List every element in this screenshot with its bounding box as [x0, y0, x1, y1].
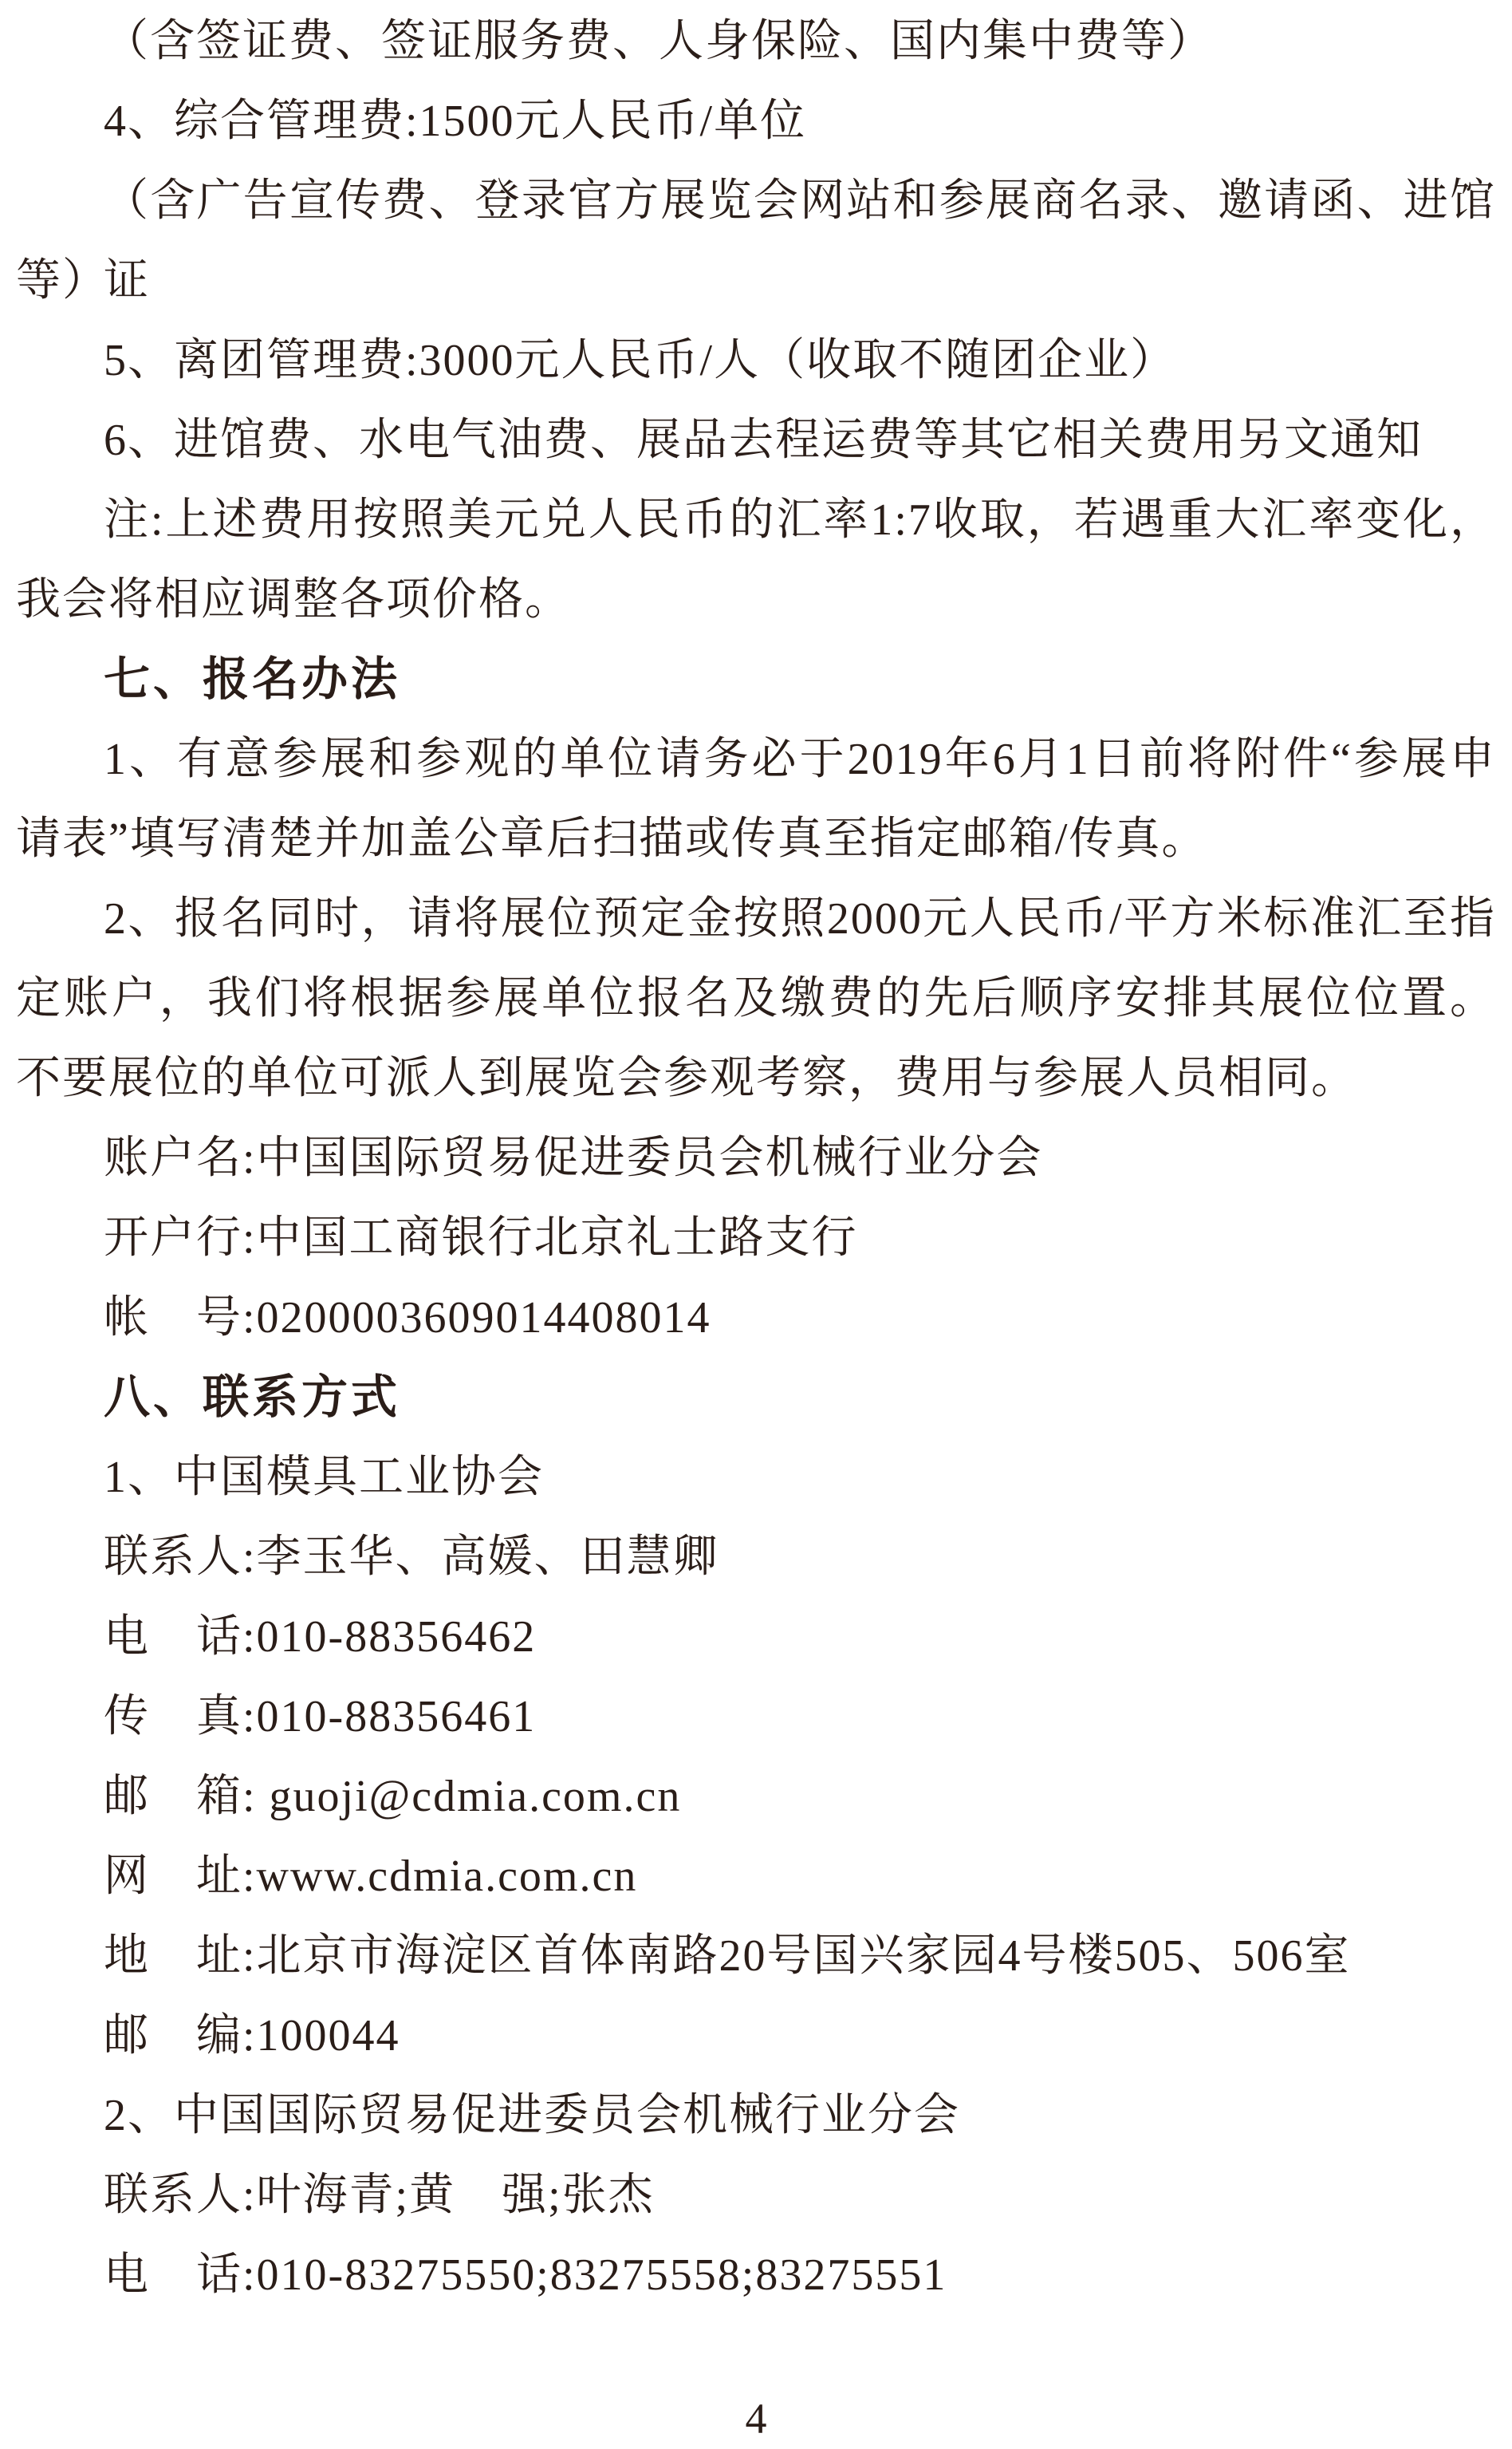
page-number: 4 — [745, 2395, 767, 2443]
text-line: 4、综合管理费:1500元人民币/单位 — [104, 97, 807, 146]
text-line: 请表”填写清楚并加盖公章后扫描或传真至指定邮箱/传真。 — [16, 814, 1208, 864]
text-line: 定账户，我们将根据参展单位报名及缴费的先后顺序安排其展位位置。 — [16, 974, 1496, 1023]
text-line: 联系人:李玉华、高媛、田慧卿 — [104, 1532, 719, 1582]
text-line: 不要展位的单位可派人到展览会参观考察，费用与参展人员相同。 — [16, 1054, 1357, 1103]
text-line: 联系人:叶海青;黄 强;张杰 — [104, 2171, 655, 2220]
text-line: 1、中国模具工业协会 — [104, 1453, 544, 1502]
text-line: 帐 号:0200003609014408014 — [104, 1293, 711, 1343]
text-line: 我会将相应调整各项价格。 — [16, 575, 571, 625]
section-heading: 七、报名办法 — [104, 653, 401, 705]
text-line: 开户行:中国工商银行北京礼士路支行 — [104, 1213, 858, 1263]
text-line: 电 话:010-83275550;83275558;83275551 — [104, 2250, 947, 2300]
text-line: 账户名:中国国际贸易促进委员会机械行业分会 — [104, 1134, 1043, 1183]
text-line: 1、有意参展和参观的单位请务必于2019年6月1日前将附件“参展申 — [104, 735, 1496, 784]
text-line: 2、中国国际贸易促进委员会机械行业分会 — [104, 2091, 960, 2140]
text-line: 等） — [16, 256, 108, 306]
text-line: （含签证费、签证服务费、人身保险、国内集中费等） — [104, 17, 1214, 66]
text-line: 5、离团管理费:3000元人民币/人（收取不随团企业） — [104, 336, 1177, 385]
text-line: 2、报名同时，请将展位预定金按照2000元人民币/平方米标准汇至指 — [104, 894, 1496, 944]
page-footer — [0, 2379, 1512, 2449]
text-line: 注:上述费用按照美元兑人民币的汇率1:7收取，若遇重大汇率变化， — [104, 495, 1496, 545]
text-line: （含广告宣传费、登录官方展览会网站和参展商名录、邀请函、进馆证 — [104, 176, 1496, 306]
text-line: 传 真:010-88356461 — [104, 1692, 537, 1741]
text-line: 地 址:北京市海淀区首体南路20号国兴家园4号楼505、506室 — [104, 1931, 1351, 1981]
text-line: 网 址:www.cdmia.com.cn — [104, 1852, 638, 1901]
text-line: 6、进馆费、水电气油费、展品去程运费等其它相关费用另文通知 — [104, 416, 1423, 465]
section-heading: 八、联系方式 — [104, 1371, 401, 1423]
text-line: 邮 箱: guoji@cdmia.com.cn — [104, 1772, 682, 1821]
text-line: 电 话:010-88356462 — [104, 1612, 537, 1662]
text-line: 邮 编:100044 — [104, 2011, 400, 2061]
